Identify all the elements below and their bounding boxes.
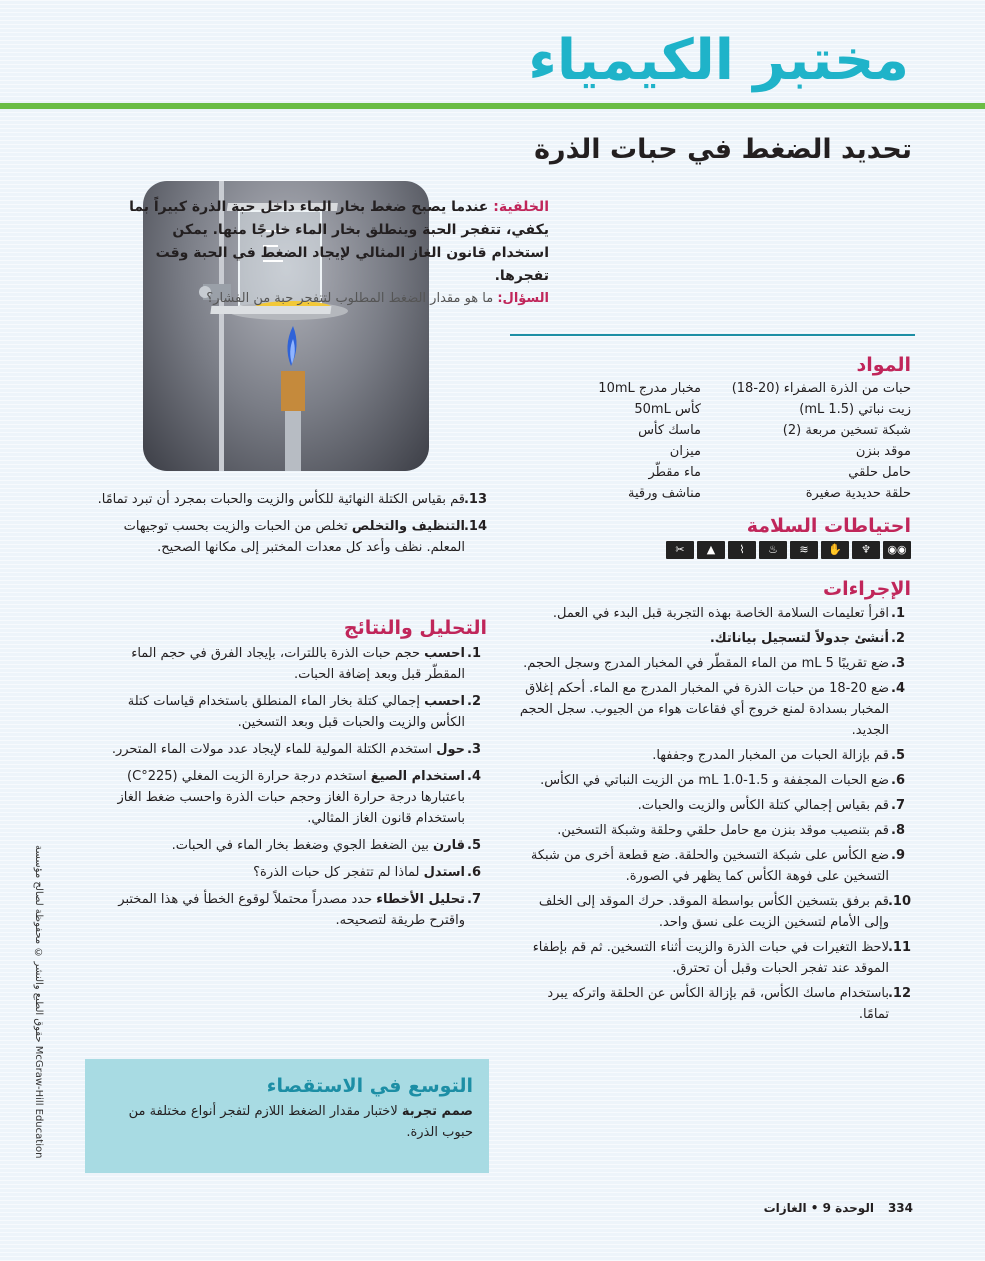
step-text: لاحظ التغيرات في حبات الذرة والزيت أثناء التسخين. ثم قم بإطفاء الموقد عند تفجر الحبات وقبل أن تحترق. xyxy=(532,940,889,976)
list-item xyxy=(519,678,911,741)
item-keyword: استخدام الصيغ xyxy=(370,769,465,784)
background-text: عندما يصبح ضغط بخار الماء داخل حبة الذرة كبيراً بما يكفي، تتفجر الحبة وينطلق بخار الماء خارجًا منها. يمكن استخدام قانون الغاز المثالي لإيجاد الضغط في الحبة وقت تفجرها. xyxy=(129,199,549,284)
list-item xyxy=(519,795,911,816)
item-text: إجمالي كتلة بخار الماء المنطلق باستخدام قياسات كتلة الكأس والزيت والحبات قبل وبعد التسخين. xyxy=(127,694,465,730)
materials-row xyxy=(511,399,911,420)
step-number: 6. xyxy=(891,773,905,788)
hand-wash-icon: ✋ xyxy=(821,541,849,559)
heat-icon: ♨ xyxy=(759,541,787,559)
list-item xyxy=(95,516,487,558)
question-label: السؤال: xyxy=(497,291,549,306)
flame-icon: ▲ xyxy=(697,541,725,559)
inquiry-heading: التوسع في الاستقصاء xyxy=(266,1075,473,1097)
list-item xyxy=(519,983,911,1025)
material-item: مخبار مدرج 10mL xyxy=(598,381,701,396)
materials-row xyxy=(511,462,911,483)
list-item xyxy=(519,745,911,766)
item-text: حجم حبات الذرة باللترات، بإيجاد الفرق في حجم الماء المقطّر قبل وبعد إضافة الحبات. xyxy=(131,646,465,682)
material-item: ميزان xyxy=(669,444,701,459)
goggles-icon: ◉◉ xyxy=(883,541,911,559)
page-footer xyxy=(764,1201,913,1215)
item-number: 1. xyxy=(467,646,481,661)
list-item xyxy=(519,891,911,933)
materials-row xyxy=(511,420,911,441)
item-text: حدد مصدراً محتملاً لوقوع الخطأ في هذا المختبر واقترح طريقة لتصحيحه. xyxy=(118,892,465,928)
step-number: 14. xyxy=(463,519,487,534)
item-text: لماذا لم تتفجر كل حبات الذرة؟ xyxy=(253,865,420,880)
step-text: ضع تقريبًا 5 mL من الماء المقطّر في المخبار المدرج وسجل الحجم. xyxy=(523,656,889,671)
background-paragraph xyxy=(129,196,549,288)
item-text: استخدم درجة حرارة الزيت المغلي (225°C) باعتبارها درجة حرارة الغاز وحجم حبات الذرة واحسب ضغط الغاز باستخدام قانون الغاز المثالي. xyxy=(117,769,465,826)
step-text: ضع الحبات المجففة و 1.5-1.0 mL من الزيت النباتي في الكأس. xyxy=(540,773,889,788)
section-divider xyxy=(510,334,915,336)
material-item: حامل حلقي xyxy=(848,465,911,480)
step-number: 1. xyxy=(891,606,905,621)
glass-icon: ⌇ xyxy=(728,541,756,559)
step-text: قم بقياس إجمالي كتلة الكأس والزيت والحبات. xyxy=(637,798,889,813)
list-item xyxy=(519,770,911,791)
copyright-notice: حقوق الطبع والنشر © محفوظة لصالح مؤسسة McGraw-Hill Education xyxy=(33,845,44,1159)
step-number: 4. xyxy=(891,681,905,696)
step-text: اقرأ تعليمات السلامة الخاصة بهذه التجربة قبل البدء في العمل. xyxy=(552,606,889,621)
step-text: أنشئ جدولاً لتسجيل بياناتك. xyxy=(709,631,889,646)
background-label: الخلفية: xyxy=(493,199,549,215)
inquiry-box xyxy=(85,1059,489,1173)
item-keyword: تحليل الأخطاء xyxy=(376,892,465,907)
procedure-heading: الإجراءات xyxy=(822,578,911,600)
step-text: ضع 20-18 من حبات الذرة في المخبار المدرج مع الماء. أحكم إغلاق المخبار بسدادة لمنع خروج أي فقاعات هواء من الجيوب. سجل الحجم الجديد. xyxy=(519,681,889,738)
item-number: 2. xyxy=(467,694,481,709)
inquiry-keyword: صمم تجربة xyxy=(401,1104,473,1119)
item-number: 5. xyxy=(467,838,481,853)
list-item xyxy=(519,820,911,841)
list-item xyxy=(519,845,911,887)
step-number: 8. xyxy=(891,823,905,838)
material-item: مناشف ورقية xyxy=(628,486,701,501)
step-number: 13. xyxy=(463,492,487,507)
inquiry-text: لاختبار مقدار الضغط اللازم لتفجر أنواع مختلفة من حبوب الذرة. xyxy=(128,1104,473,1140)
step-text: تخلص من الحبات والزيت بحسب توجيهات المعلم. نظف وأعد كل معدات المختبر إلى مكانها الصحيح. xyxy=(123,519,465,555)
materials-row xyxy=(511,378,911,399)
question-text: ما هو مقدار الضغط المطلوب لتتفجر حبة من الفشار؟ xyxy=(206,291,494,306)
step-number: 3. xyxy=(891,656,905,671)
item-keyword: حول xyxy=(436,742,465,757)
material-item: حلقة حديدية صغيرة xyxy=(805,486,911,501)
procedure-steps-continued xyxy=(95,489,487,564)
step-number: 2. xyxy=(891,631,905,646)
item-keyword: احسب xyxy=(424,646,465,661)
fume-icon: ≋ xyxy=(790,541,818,559)
step-text: قم بإزالة الحبات من المخبار المدرج وجففها. xyxy=(652,748,889,763)
step-number: 9. xyxy=(891,848,905,863)
item-keyword: استدل xyxy=(423,865,465,880)
materials-row xyxy=(511,483,911,504)
step-number: 12. xyxy=(887,986,911,1001)
materials-heading: المواد xyxy=(856,354,911,376)
step-text: قم بقياس الكتلة النهائية للكأس والزيت والحبات بمجرد أن تبرد تمامًا. xyxy=(97,492,465,507)
unit-label: الوحدة 9 • الغازات xyxy=(763,1201,874,1215)
step-text: باستخدام ماسك الكأس، قم بإزالة الكأس عن الحلقة واتركه يبرد تمامًا. xyxy=(547,986,889,1022)
list-item xyxy=(519,628,911,649)
list-item xyxy=(95,862,487,883)
step-text: ضع الكأس على شبكة التسخين والحلقة. ضع قطعة أخرى من شبكة التسخين على فوهة الكأس كما يظهر في الصورة. xyxy=(530,848,889,884)
material-item: ماء مقطّر xyxy=(648,465,701,480)
item-text: بين الضغط الجوي وضغط بخار الماء في الحبات. xyxy=(171,838,429,853)
step-text: قم برفق بتسخين الكأس بواسطة الموقد. حرك الموقد إلى الخلف وإلى الأمام لتسخين الزيت على نسق واحد. xyxy=(538,894,889,930)
list-item xyxy=(95,739,487,760)
step-number: 5. xyxy=(891,748,905,763)
material-item: موقد بنزن xyxy=(855,444,911,459)
inquiry-text-block xyxy=(85,1101,489,1143)
step-keyword: التنظيف والتخلص xyxy=(351,519,465,534)
list-item xyxy=(95,835,487,856)
procedure-steps xyxy=(519,603,911,1029)
list-item xyxy=(95,889,487,931)
sharp-icon: ✂ xyxy=(666,541,694,559)
list-item xyxy=(95,691,487,733)
lab-coat-icon: ♆ xyxy=(852,541,880,559)
list-item xyxy=(519,937,911,979)
item-keyword: احسب xyxy=(424,694,465,709)
item-text: استخدم الكتلة المولية للماء لإيجاد عدد مولات الماء المتحرر. xyxy=(111,742,433,757)
step-number: 10. xyxy=(887,894,911,909)
material-item: حبات من الذرة الصفراء (20-18) xyxy=(731,381,911,396)
safety-heading: احتياطات السلامة xyxy=(746,515,911,537)
materials-list xyxy=(511,378,911,504)
step-number: 7. xyxy=(891,798,905,813)
material-item: زيت نباتي (1.5 mL) xyxy=(799,402,911,417)
list-item xyxy=(519,653,911,674)
list-item xyxy=(519,603,911,624)
analysis-heading: التحليل والنتائج xyxy=(343,617,487,639)
step-number: 11. xyxy=(887,940,911,955)
material-item: كأس 50mL xyxy=(634,402,701,417)
material-item: ماسك كأس xyxy=(638,423,701,438)
materials-row xyxy=(511,441,911,462)
item-number: 7. xyxy=(467,892,481,907)
safety-icons xyxy=(666,541,911,559)
item-number: 3. xyxy=(467,742,481,757)
step-text: قم بتنصيب موقد بنزن مع حامل حلقي وحلقة وشبكة التسخين. xyxy=(557,823,889,838)
analysis-list xyxy=(95,643,487,937)
lab-title: مختبر الكيمياء xyxy=(528,28,909,93)
item-number: 6. xyxy=(467,865,481,880)
list-item xyxy=(95,643,487,685)
list-item xyxy=(95,489,487,510)
material-item: شبكة تسخين مربعة (2) xyxy=(782,423,911,438)
question-paragraph xyxy=(129,288,549,310)
list-item xyxy=(95,766,487,829)
item-number: 4. xyxy=(467,769,481,784)
page-number: 334 xyxy=(887,1201,913,1215)
item-keyword: قارن xyxy=(433,838,465,853)
experiment-title: تحديد الضغط في حبات الذرة xyxy=(534,134,912,165)
title-divider xyxy=(0,103,985,109)
